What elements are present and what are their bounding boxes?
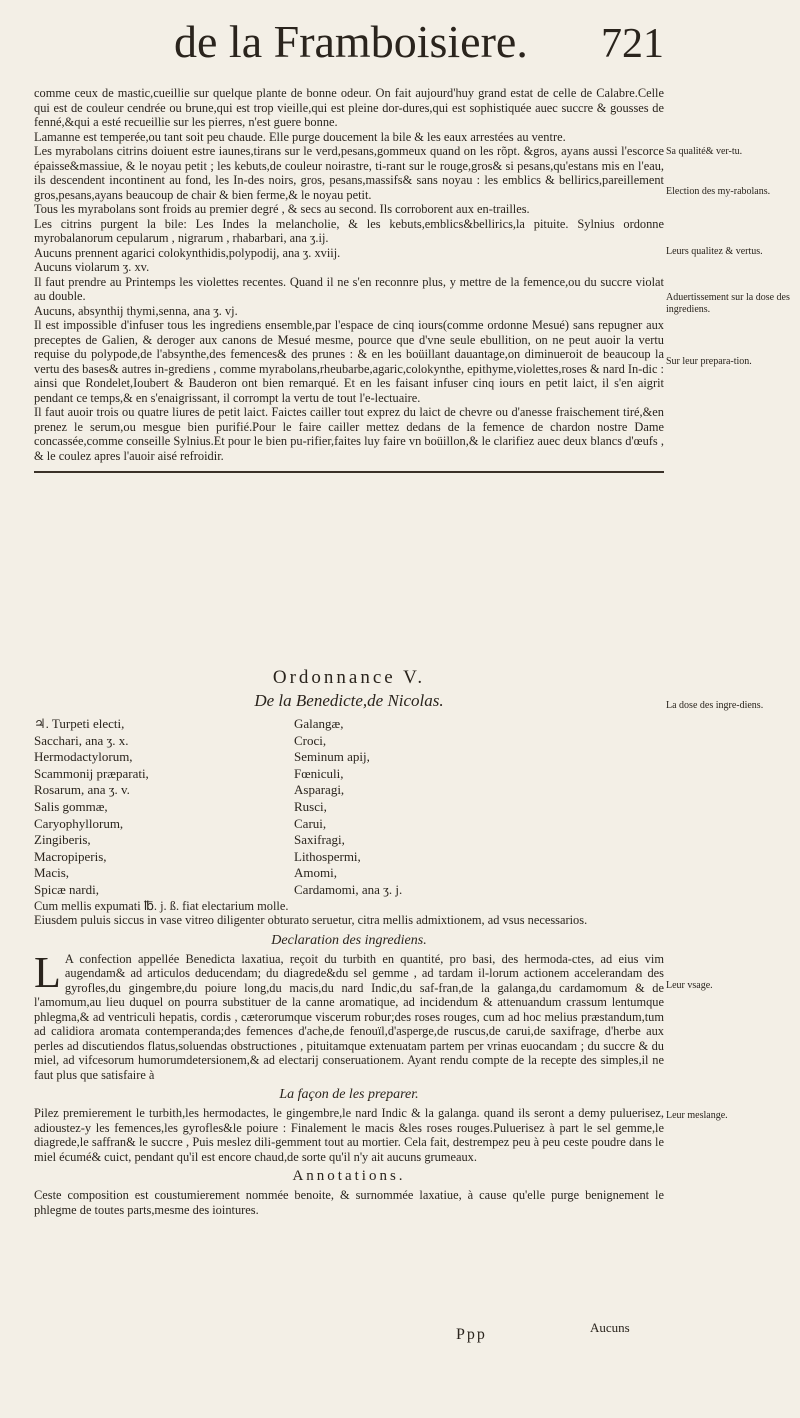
declaration-heading: Declaration des ingrediens. bbox=[271, 932, 427, 948]
margin-note: Leur vsage. bbox=[666, 980, 713, 991]
ingredient: Macropiperis, bbox=[34, 848, 107, 864]
ingredient-column-left bbox=[34, 716, 294, 899]
main-text-top bbox=[34, 86, 664, 483]
ingredient: Fœniculi, bbox=[294, 765, 344, 781]
catchword: Aucuns bbox=[590, 1320, 630, 1335]
margin-note: Election des my-rabolans. bbox=[666, 186, 771, 197]
paragraph: comme ceux de mastic,cueillie sur quelque plante de bonne odeur. On fait aujourd'huy grand estat de celle de Calabre.Celle qui est de couleur cendrée ou brune,qui est trop vieille,qui est pleine dor-dures,qui est sophistiquée auec succre & gousses de fenné,&qui a esté recueillie sur les pierres, n'est guere bonne. bbox=[34, 86, 664, 129]
ingredient: Seminum apij, bbox=[294, 749, 370, 765]
paragraph: Aucuns violarum ʒ. xv. bbox=[34, 260, 150, 274]
paragraph: Pilez premierement le turbith,les hermodactes, le gingembre,le nard Indic & la galanga. quand ils seront a demy puluerisez, adioustez-y les femences,les gyrofles&le poiure : Finalement le macis &les roses rouges.Puluerisez à part le sel gemme,le diagrede,le saffran& le succre , Puis meslez dili-gemment tout au mortier. Cela fait, destrempez peu à peu ceste poudre dans le miel écumé& cuict, pendant qu'il est encore chaud,de sorte qu'il n'y ait aucuns grumeaux. bbox=[34, 1106, 664, 1164]
page-number: 721 bbox=[601, 21, 664, 67]
paragraph: Eiusdem puluis siccus in vase vitreo diligenter obturato seruetur, citra mellis admixtionem, ad vsus necessarios. bbox=[34, 913, 588, 928]
margin-note: Leur meslange. bbox=[666, 1110, 728, 1121]
ingredient: Caryophyllorum, bbox=[34, 815, 124, 831]
ordonnance-subheading: De la Benedicte,de Nicolas. bbox=[254, 691, 444, 710]
ingredient: Saxifragi, bbox=[294, 832, 345, 848]
ordonnance-section bbox=[34, 666, 664, 1217]
paragraph: Les citrins purgent la bile: Les Indes la melancholie, & les kebuts,emblics&bellirics,la pituite. Sylnius ordonne myrobalanorum cepularum , nigrarum , rhabarbari, ana ʒ.ij. bbox=[34, 216, 664, 245]
ingredient-list bbox=[34, 716, 664, 899]
section-divider bbox=[34, 471, 664, 473]
paragraph: Tous les myrabolans sont froids au premier degré , & secs au second. Ils corroborent aux en-trailles. bbox=[34, 202, 530, 216]
ingredient: Galangæ, bbox=[294, 716, 344, 731]
margin-note: Sa qualité& ver-tu. bbox=[666, 146, 743, 157]
paragraph: Lamanne est temperée,ou tant soit peu chaude. Elle purge doucement la bile & les eaux arrestées au ventre. bbox=[34, 129, 566, 144]
ingredient: Salis gommæ, bbox=[34, 798, 108, 814]
paragraph: Ceste composition est coustumierement nommée benoite, & surnommée laxatiue, à cause qu'elle purge benignement le phlegme de toutes parts,mesme des iointures. bbox=[34, 1188, 664, 1217]
paragraph: Cum mellis expumati ℔. j. ß. fiat electarium molle. bbox=[34, 898, 289, 913]
ingredient: Croci, bbox=[294, 732, 327, 748]
ingredient: Zingiberis, bbox=[34, 832, 91, 848]
signature-mark: Ppp bbox=[456, 1326, 487, 1343]
page-header bbox=[34, 12, 664, 72]
ingredient: Spicæ nardi, bbox=[34, 881, 99, 897]
drop-cap: L bbox=[34, 947, 61, 997]
margin-note: Sur leur prepara-tion. bbox=[666, 356, 752, 367]
preparer-heading: La façon de les preparer. bbox=[279, 1087, 419, 1103]
ordonnance-heading: Ordonnance V. bbox=[272, 667, 426, 688]
running-title: de la Framboisiere. bbox=[174, 16, 528, 67]
paragraph: Aucuns prennent agarici colokynthidis,polypodij, ana ʒ. xviij. bbox=[34, 245, 341, 260]
ingredient: ♃. Turpeti electi, bbox=[34, 716, 125, 731]
ingredient: Rusci, bbox=[294, 798, 327, 814]
ingredient: Scammonij præparati, bbox=[34, 765, 149, 781]
annotations-heading: Annotations. bbox=[292, 1168, 406, 1185]
ingredient: Macis, bbox=[34, 865, 70, 881]
ingredient: Sacchari, ana ʒ. x. bbox=[34, 732, 129, 748]
paragraph: Il est impossible d'infuser tous les ingrediens ensemble,par l'espace de cinq iours(comme ordonne Mesué) sans repugner aux preceptes de Galien, & deroger aux canons de Mesué mesme, pource que d'vne seule ebullition, on ne peut auoir la vertu requise du polypode,de l'absynthe,des femences& des prunes : & en les boüillant dauantage,on diminueroit de beaucoup la vertu des bases& autres in-grediens , comme myrabolans,rheubarbe,agaric,colokynthe, epithyme,violettes,roses & nard In-dic : ainsi que Rondelet,Ioubert & Bauderon ont bien remarqué. Et en les faisant infuser cinq iours en petit laict, il s'en aigrit pendant ce temps,& en s'enaigrissant, il corrompt la vertu de tout l'e-lectuaire. bbox=[34, 318, 664, 405]
ingredient: Asparagi, bbox=[294, 782, 345, 798]
margin-note: Aduertissement sur la dose des ingrediens. bbox=[666, 292, 790, 315]
paragraph: Il faut prendre au Printemps les violettes recentes. Quand il ne s'en reconnre plus, y mettre de la femence,ou du succre violat au double. bbox=[34, 274, 664, 303]
ingredient: Lithospermi, bbox=[294, 848, 361, 864]
paragraph: Il faut auoir trois ou quatre liures de petit laict. Faictes cailler tout exprez du laict de chevre ou d'anesse fraischement tiré,&en prenez le serum,ou mesgue bien purifié.Pour le faire cailler mettez dedans de la femence de chardon nostre Dame concassée,comme conseille Sylnius.Et pour le bien pu-rifier,faites luy faire vn boüillon,& le clarifiez auec deux blancs d'œufs , & le coulez apres l'auoir aisé refroidir. bbox=[34, 405, 664, 463]
ingredient: Cardamomi, ana ʒ. j. bbox=[294, 881, 403, 897]
ingredient: Rosarum, ana ʒ. v. bbox=[34, 782, 130, 798]
ingredient: Carui, bbox=[294, 815, 327, 831]
margin-note: La dose des ingre-diens. bbox=[666, 700, 764, 711]
ingredient-column-right bbox=[294, 716, 634, 899]
ingredient: Amomi, bbox=[294, 865, 337, 881]
declaration-text: A confection appellée Benedicta laxatiua, reçoit du turbith en quantité, pro basi, des hermoda-ctes, ad eius vim augendam& ad articulos deducendam; du diagrede&du sel gemme , ad tardam il-lorum actionem accelerandam des gyrofles,du gingembre,du poiure long,du macis,du nard Indic,du saf-fran,de la galanga,du cardamomum & de l'amomum,au lieu duquel on pourra substituer de la canne aromatique, ad incidendum & attenuandum crassum lentumque phlegma,& ad ventriculi hepatis, cordis , cæterorumque viscerum robur;des roses rouges, cum ad hoc melius præstandum,tum ad calidiora aromata contemperanda;des femences d'ache,de fenouïl,d'asperge,de ruscus,de carui,de saxifrage, d'herbe aux perles ad discutiendos flatus,soluendas obstructiones , pituitamque extenuatam partem per vrinas euocandam ; du succre & du miel, ad vifcesorum humorumdetersionem,& ad electarij conseruationem. Ayant rendu compte de la recepte des simples,il ne faut plus que satisfaire à bbox=[34, 951, 664, 1082]
declaration-paragraph bbox=[34, 947, 664, 1083]
paragraph: Les myrabolans citrins doiuent estre iaunes,tirans sur le verd,pesans,gommeux quand on les rõpt. &gros, ayans aussi l'escorce épaisse&massiue, & le noyau petit ; les kebuts,de couleur noirastre, ti-rant sur le rouge,gros& si pesans,qu'estans mis en l'eau, ils descendent incontinent au fond, les In-des noirs, gros, pesans,massifs& sans noyau : les emblics & bellirics,pareillement gros,pesans,ayans beaucoup de chair & bien ferme,& le noyau petit. bbox=[34, 144, 664, 202]
margin-note: Leurs qualitez & vertus. bbox=[666, 246, 763, 257]
ingredient: Hermodactylorum, bbox=[34, 749, 133, 765]
paragraph: Aucuns, absynthij thymi,senna, ana ʒ. vj. bbox=[34, 303, 238, 318]
